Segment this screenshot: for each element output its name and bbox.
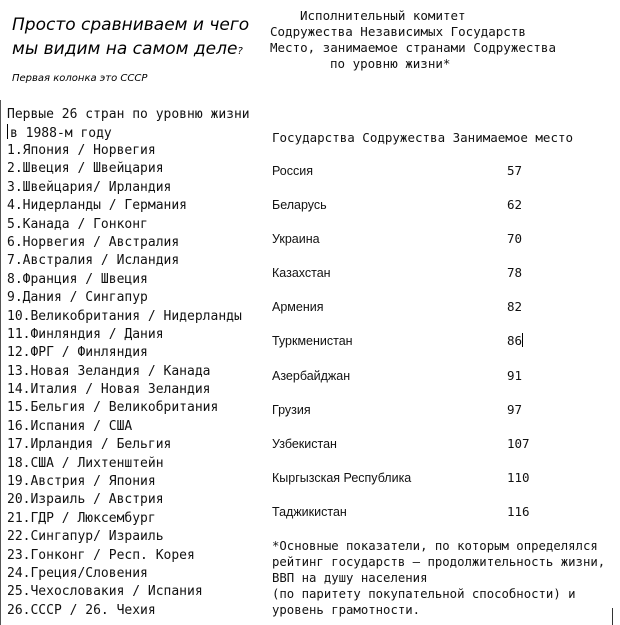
rank-value: 97 [507, 401, 523, 417]
footnote-line: (по паритету покупательной способности) и [272, 587, 576, 601]
list-item: 5.Канада / Гонконг [7, 216, 148, 232]
table-row [272, 365, 612, 399]
text-cursor [7, 124, 8, 139]
list-item: 18.США / Лихтенштейн [7, 455, 164, 471]
footnote-line: ВВП на душу населения [272, 571, 428, 585]
list-item: 15.Бельгия / Великобритания [7, 400, 219, 416]
rank-value: 57 [507, 163, 523, 178]
document-header [270, 8, 610, 72]
list-title-line: Первые 26 стран по уровню жизни [7, 107, 250, 122]
table-header: Государства Содружества Занимаемое место [272, 130, 574, 145]
list-title-line: в 1988-м году [10, 126, 112, 141]
list-item: 9.Дания / Сингапур [7, 290, 148, 306]
table-row [272, 467, 612, 501]
country-name: Узбекистан [272, 436, 337, 451]
list-item: 21.ГДР / Люксембург [7, 510, 156, 526]
table-row [272, 433, 612, 467]
list-item: 7.Австралия / Исландия [7, 253, 180, 269]
rank-value: 107 [507, 435, 530, 451]
list-item: 24.Греция/Словения [7, 565, 148, 581]
country-name: Беларусь [272, 198, 327, 213]
edge-line [612, 608, 613, 625]
rank-value: 110 [507, 469, 530, 485]
country-name: Казахстан [272, 266, 331, 281]
header-line: Место, занимаемое странами Содружества [270, 40, 556, 55]
country-name: Украина [272, 232, 320, 247]
rank-value: 78 [507, 265, 523, 281]
country-name: Кыргызская Республика [272, 470, 412, 485]
table-row [272, 228, 612, 262]
footnote-line: уровень грамотности. [272, 603, 421, 617]
ranking-list-1988 [0, 100, 267, 625]
table-row [272, 194, 612, 228]
list-item: 25.Чехословакия / Испания [7, 584, 203, 600]
country-name: Грузия [272, 402, 311, 417]
list-title [7, 106, 250, 143]
list-item: 8.Франция / Швеция [7, 271, 148, 287]
rank-value: 86 [507, 333, 523, 349]
caption-note: ? Первая колонка это СССР [12, 46, 243, 84]
country-name: Азербайджан [272, 368, 351, 383]
list-item: 14.Италия / Новая Зеландия [7, 382, 211, 398]
list-item: 26.СССР / 26. Чехия [7, 602, 156, 618]
table-row [272, 330, 612, 364]
table-row [272, 262, 612, 296]
rank-value: 62 [507, 197, 523, 213]
list-item: 22.Сингапур/ Израиль [7, 529, 164, 545]
table-row [272, 399, 612, 433]
list-item: 4.Нидерланды / Германия [7, 198, 188, 214]
list-item: 6.Норвегия / Австралия [7, 234, 180, 250]
header-line: по уровню жизни* [330, 56, 451, 71]
table-row [272, 160, 612, 194]
list-item: 2.Швеция / Швейцария [7, 161, 164, 177]
list-item: 13.Новая Зеландия / Канада [7, 363, 211, 379]
list-item: 11.Финляндия / Дания [7, 326, 164, 342]
list-item: 3.Швейцария/ Ирландия [7, 179, 172, 195]
table-row [272, 296, 612, 330]
text-cursor [522, 333, 523, 347]
header-line: Исполнительный комитет [300, 8, 466, 23]
table-row [272, 501, 612, 535]
footnote-line: *Основные показатели, по которым определялся [272, 539, 598, 553]
rank-value: 91 [507, 367, 523, 383]
list-item: 17.Ирландия / Бельгия [7, 437, 172, 453]
caption-main: Просто сравниваем и чего мы видим на самом деле [12, 15, 250, 59]
ranking-items [7, 142, 242, 620]
country-name: Армения [272, 300, 324, 315]
list-item: 12.ФРГ / Финляндия [7, 345, 148, 361]
country-name: Россия [272, 164, 313, 178]
rank-value: 70 [507, 231, 523, 247]
list-item: 20.Израиль / Австрия [7, 492, 164, 508]
list-item: 23.Гонконг / Респ. Корея [7, 547, 195, 563]
list-item: 19.Австрия / Япония [7, 474, 156, 490]
country-name: Таджикистан [272, 504, 347, 519]
list-item: 1.Япония / Норвегия [7, 143, 156, 158]
caption [12, 13, 252, 91]
list-item: 10.Великобритания / Нидерланды [7, 308, 242, 324]
rank-value: 82 [507, 299, 523, 315]
list-item: 16.Испания / США [7, 418, 133, 434]
header-line: Содружества Независимых Государств [270, 24, 526, 39]
country-name: Туркменистан [272, 334, 353, 349]
cis-ranking-table [272, 160, 612, 535]
footnote-line: рейтинг государств – продолжительность жизни, [272, 555, 606, 569]
rank-value: 116 [507, 503, 530, 519]
footnote [272, 538, 617, 618]
